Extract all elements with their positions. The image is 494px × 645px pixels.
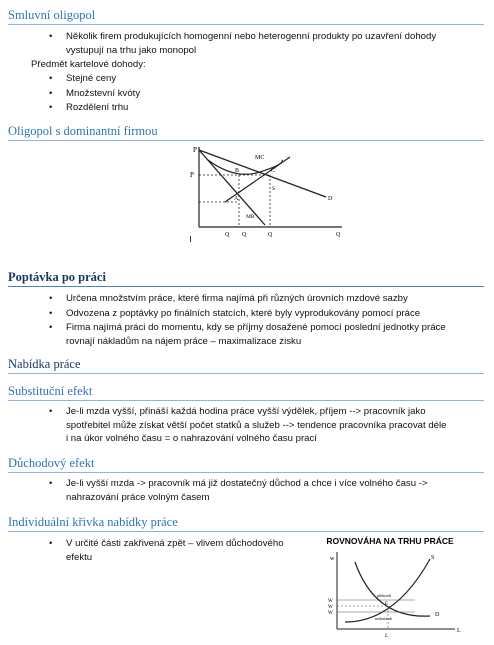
label-pd: P [190,171,194,179]
text-line: vystupují na trhu jako monopol [66,44,197,56]
label-w1: W [328,599,333,604]
list-item: Stejné ceny [66,73,117,84]
bullet-icon: • [49,31,53,42]
label-we: W [328,605,333,610]
text-line: Firma najímá práci do momentu, kdy se příjmy dosažené pomocí poslední jednotky práce [66,322,446,333]
label-le: L [385,633,389,638]
heading-substitucni-efekt: Substituční efekt [8,384,484,401]
text-line: rovnají nákladům na nájem práce – maximalizace zisku [66,335,302,347]
text-line: nahrazování práce volným časem [66,491,210,503]
label-prebytek: přebytek [377,593,391,598]
label-q1: Q [268,232,273,238]
bullet-icon: • [49,406,53,417]
label-dt: D [328,196,333,202]
label-mc: MC [255,155,265,161]
bullet-icon: • [49,322,53,333]
label-l: L [457,628,461,634]
chart-title: ROVNOVÁHA NA TRHU PRÁCE [326,536,454,546]
dominant-firm-diagram [190,142,350,242]
cursor-mark [190,236,191,242]
bullet-icon: • [49,293,53,304]
label-qa: Q [225,232,230,238]
text-line: Několik firem produkujících homogenní nebo heterogenní produkty po uzavření dohody [66,31,437,42]
text-line: spotřebitel může získat větší počet statků a služeb --> tendence pracovníka pracovat déle [66,419,447,431]
label-a: A [234,196,239,202]
label-w: w [330,556,335,562]
label-qo: Q [242,232,247,238]
heading-poptavka-po-praci: Poptávka po práci [8,270,484,287]
bullet-icon: • [49,307,53,319]
label-dl: D [435,612,440,618]
bullet-icon: • [49,87,53,99]
text-line: Je-li mzda vyšší, přináší každá hodina práce vyšší výdělek, příjem --> pracovník jako [66,406,426,417]
heading-duchodovy-efekt: Důchodový efekt [8,456,484,473]
label-c: C [271,168,276,174]
label-e: E [385,602,389,607]
text-line: i na úkor volného času = o nahrazování volného času prací [66,433,317,444]
bullet-icon: • [49,73,53,84]
list-item: Množstevní kvóty [66,87,141,99]
label-b: B [235,168,240,174]
heading-nabidka-prace: Nabídka práce [8,357,484,374]
bullet-icon: • [49,478,53,489]
label-nedostatek: nedostatek [375,616,393,621]
text-line: Určena množstvím práce, které firma najímá při různých úrovních mzdové sazby [66,293,408,304]
label-sd: S [272,186,276,192]
label-q: Q [336,232,341,238]
text-line: V určité části zakřivená zpět – vlivem důchodového [66,538,284,549]
bullet-icon: • [49,102,53,113]
heading-individualni-krivka: Individuální křivka nabídky práce [8,515,484,532]
bullet-icon: • [49,538,53,549]
text-line: Odvozena z poptávky po finálních statcích, které byly vyprodukovány pomocí práce [66,307,421,319]
heading-smluvni-oligopol: Smluvní oligopol [8,8,484,25]
subheading: Předmět kartelové dohody: [31,58,146,70]
label-p: P [193,146,197,154]
label-sl: S [431,555,435,561]
text-line: Je-li vyšší mzda -> pracovník má již dostatečný důchod a chce i více volného času -> [66,478,428,489]
text-line: efektu [66,551,93,563]
list-item: Rozdělení trhu [66,102,129,113]
label-w2: W [328,611,333,616]
labor-market-diagram [315,534,465,638]
label-mr: MR [246,214,255,220]
heading-oligopol-dominantni: Oligopol s dominantní firmou [8,124,484,141]
demand-curve [355,562,430,616]
